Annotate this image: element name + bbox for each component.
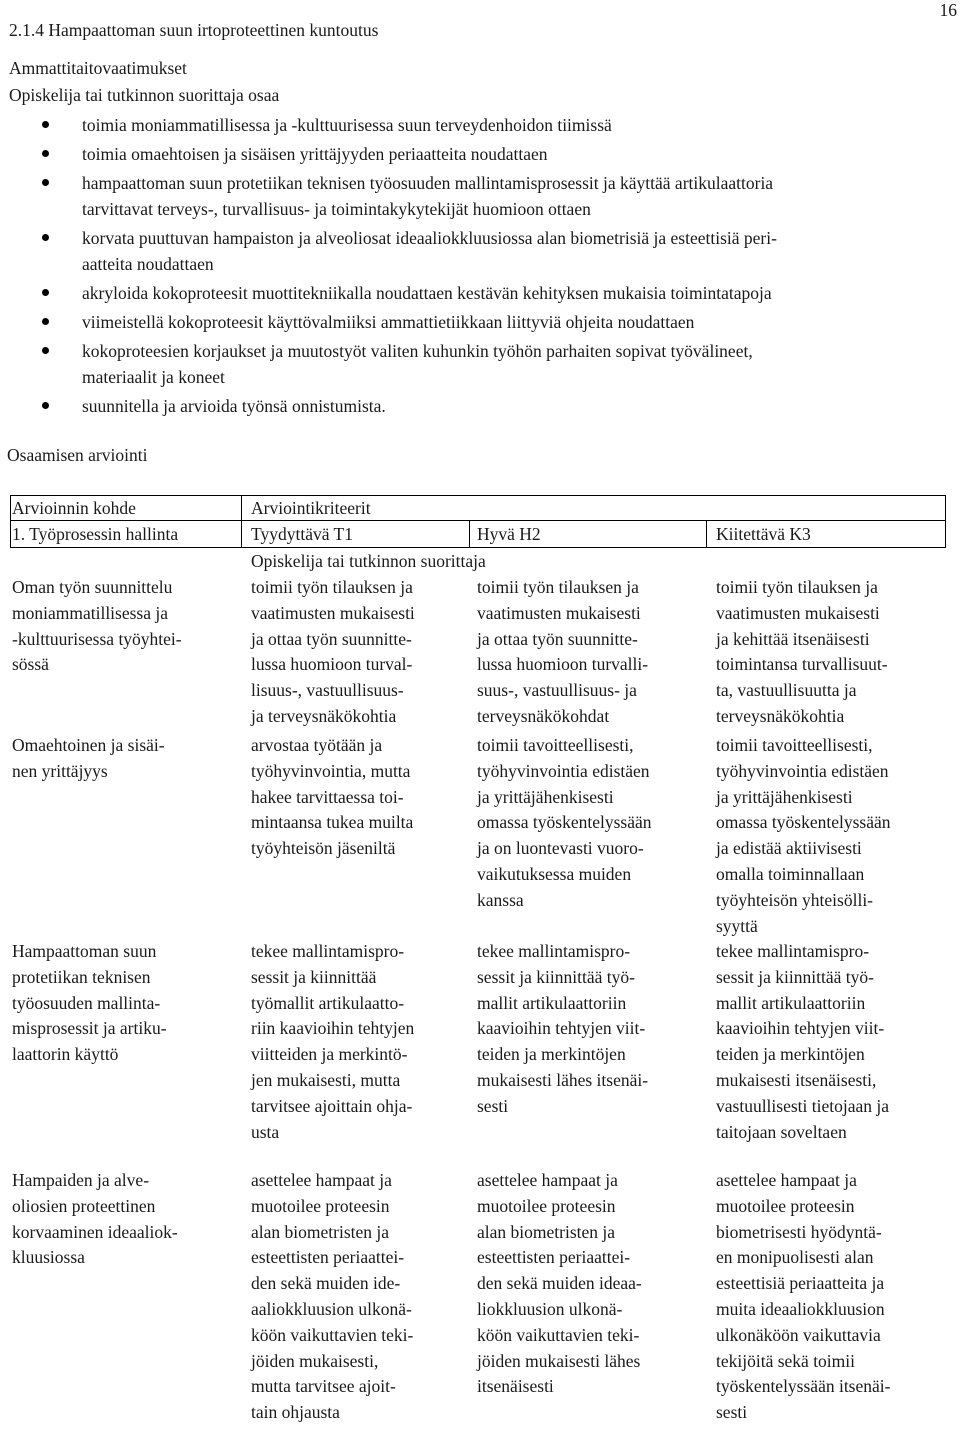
cell-line: työskentelyssään itsenäi- xyxy=(716,1376,891,1397)
cell-line: asettelee hampaat ja xyxy=(716,1170,857,1190)
cell-line: vaatimusten mukaisesti xyxy=(716,602,880,623)
cell-line: köön vaikuttavien teki- xyxy=(477,1324,640,1345)
cell-line: mukaisesti itsenäisesti, xyxy=(716,1069,877,1090)
bullet-icon xyxy=(42,289,49,296)
cell-line: työhyvinvointia edistäen xyxy=(477,760,650,781)
cell-line: ja edistää aktiivisesti xyxy=(716,838,862,859)
cell-line: mukaisesti lähes itsenäi- xyxy=(477,1069,649,1090)
table-rule xyxy=(10,520,946,521)
cell-line: mallit artikulaattoriin xyxy=(716,992,866,1013)
level-k3: Kiitettävä K3 xyxy=(716,524,811,544)
cell-line: syyttä xyxy=(716,915,758,936)
criteria-cell-k3 xyxy=(716,939,889,1145)
table-rule xyxy=(10,495,11,547)
cell-line: tekijöitä sekä toimii xyxy=(716,1350,856,1371)
level-h2: Hyvä H2 xyxy=(477,524,541,544)
cell-line: protetiikan teknisen xyxy=(12,966,151,987)
cell-line: ja yrittäjähenkisesti xyxy=(716,786,853,807)
cell-line: työhyvinvointia edistäen xyxy=(716,760,889,781)
competence-item-text: viimeistellä kokoproteesit käyttövalmiiksi ammattietiikkaan liittyviä ohjeita noudattaen xyxy=(82,312,695,332)
cell-line: työosuuden mallinta- xyxy=(12,992,161,1013)
cell-line: teiden ja merkintöjen xyxy=(716,1044,865,1065)
assessment-heading: Osaamisen arviointi xyxy=(7,445,148,465)
cell-line: misprosessit ja artiku- xyxy=(12,1018,167,1039)
cell-line: biometrisesti hyödyntä- xyxy=(716,1221,882,1242)
competence-item-text: toimia moniammatillisessa ja -kulttuurisessa suun terveydenhoidon tiimissä xyxy=(82,115,612,135)
assessment-target-cell xyxy=(12,733,165,785)
competence-item xyxy=(0,170,958,222)
cell-line: suus-, vastuullisuus- ja xyxy=(477,680,637,701)
cell-line: tekee mallintamispro- xyxy=(716,941,870,961)
cell-line: toimii työn tilauksen ja xyxy=(477,577,639,597)
cell-line: ja ottaa työn suunnitte- xyxy=(477,628,638,649)
cell-line: den sekä muiden ideaa- xyxy=(477,1273,642,1294)
assessment-target-cell xyxy=(12,575,182,678)
competence-item xyxy=(0,309,958,335)
bullet-icon xyxy=(42,402,49,409)
section-heading: 2.1.4 Hampaattoman suun irtoproteettinen kuntoutus xyxy=(9,20,379,40)
cell-line: nen yrittäjyys xyxy=(12,760,108,781)
cell-line: jen mukaisesti, mutta xyxy=(251,1069,401,1090)
level-t1: Tyydyttävä T1 xyxy=(251,524,353,544)
cell-line: kanssa xyxy=(477,889,524,910)
cell-line: oliosien proteettinen xyxy=(12,1195,156,1216)
table-rule xyxy=(10,495,946,496)
bullet-icon xyxy=(42,121,49,128)
cell-line: arvostaa työtään ja xyxy=(251,735,383,755)
cell-line: alan biometristen ja xyxy=(251,1221,390,1242)
table-header-criteria: Arviointikriteerit xyxy=(251,498,371,518)
cell-line: liokkluusion ulkonä- xyxy=(477,1298,623,1319)
competence-item xyxy=(0,225,958,277)
criteria-cell-t1 xyxy=(251,575,415,730)
criteria-cell-h2 xyxy=(477,1168,642,1400)
cell-line: hakee tarvittaessa toi- xyxy=(251,786,404,807)
cell-line: laattorin käyttö xyxy=(12,1044,119,1065)
cell-line: en monipuolisesti alan xyxy=(716,1247,874,1268)
cell-line: esteettisiä periaatteita ja xyxy=(716,1273,885,1294)
criteria-cell-h2 xyxy=(477,733,651,914)
cell-line: tekee mallintamispro- xyxy=(251,941,405,961)
competence-item xyxy=(0,112,958,138)
criteria-cell-k3 xyxy=(716,575,888,730)
cell-line: ta, vastuullisuutta ja xyxy=(716,680,857,701)
criteria-cell-k3 xyxy=(716,1168,890,1426)
cell-line: Omaehtoinen ja sisäi- xyxy=(12,735,165,755)
cell-line: omassa työskentelyssään xyxy=(716,812,891,833)
table-rule xyxy=(469,520,470,547)
competence-item-text: tarvittavat terveys-, turvallisuus- ja toimintakykytekijät huomioon ottaen xyxy=(82,199,591,219)
bullet-icon xyxy=(42,150,49,157)
table-rule xyxy=(945,495,946,547)
cell-line: kaavioihin tehtyjen viit- xyxy=(477,1018,646,1039)
assessment-target-cell xyxy=(12,939,167,1068)
competence-item-text: korvata puuttuvan hampaiston ja alveoliosat ideaaliokkluusiossa alan biometrisiä ja esteettisiä peri- xyxy=(82,228,777,248)
cell-line: ja kehittää itsenäisesti xyxy=(716,628,870,649)
competence-item-text: aatteita noudattaen xyxy=(82,254,214,274)
cell-line: muotoilee proteesin xyxy=(477,1195,616,1216)
cell-line: den sekä muiden ide- xyxy=(251,1273,401,1294)
competence-item-text: suunnitella ja arvioida työnsä onnistumista. xyxy=(82,396,386,416)
bullet-icon xyxy=(42,179,49,186)
cell-line: omassa työskentelyssään xyxy=(477,812,652,833)
assessment-target-cell xyxy=(12,1168,178,1271)
competence-heading: Ammattitaitovaatimukset xyxy=(9,58,187,78)
cell-line: Hampaattoman suun xyxy=(12,941,157,961)
cell-line: työmallit artikulaatto- xyxy=(251,992,405,1013)
cell-line: muita ideaaliokkluusion xyxy=(716,1298,885,1319)
cell-line: itsenäisesti xyxy=(477,1376,554,1397)
criteria-cell-h2 xyxy=(477,939,648,1120)
bullet-icon xyxy=(42,234,49,241)
cell-line: ja yrittäjähenkisesti xyxy=(477,786,614,807)
cell-line: mintaansa tukea muilta xyxy=(251,812,414,833)
cell-line: omalla toiminnallaan xyxy=(716,863,865,884)
criteria-cell-h2 xyxy=(477,575,648,730)
cell-line: terveysnäkökohtia xyxy=(716,705,845,726)
competence-intro: Opiskelija tai tutkinnon suorittaja osaa xyxy=(9,85,280,105)
cell-line: ja terveysnäkökohtia xyxy=(251,705,397,726)
competence-item xyxy=(0,338,958,390)
competence-item xyxy=(0,280,958,306)
competence-item-text: akryloida kokoproteesit muottitekniikalla noudattaen kestävän kehityksen mukaisia toimintatapoja xyxy=(82,283,772,303)
cell-line: taitojaan soveltaen xyxy=(716,1121,847,1142)
cell-line: Oman työn suunnittelu xyxy=(12,577,173,597)
cell-line: asettelee hampaat ja xyxy=(477,1170,618,1190)
cell-line: köön vaikuttavien teki- xyxy=(251,1324,414,1345)
criteria-cell-t1 xyxy=(251,939,414,1145)
cell-line: kluusiossa xyxy=(12,1247,85,1268)
cell-line: viitteiden ja merkintö- xyxy=(251,1044,408,1065)
criteria-cell-k3 xyxy=(716,733,890,939)
cell-line: sessit ja kiinnittää xyxy=(251,966,377,987)
cell-line: vaatimusten mukaisesti xyxy=(477,602,641,623)
cell-line: ulkonäköön vaikuttavia xyxy=(716,1324,881,1345)
cell-line: lussa huomioon turval- xyxy=(251,654,413,675)
performer-label: Opiskelija tai tutkinnon suorittaja xyxy=(251,551,486,571)
cell-line: aaliokkluusion ulkonä- xyxy=(251,1298,412,1319)
bullet-icon xyxy=(42,347,49,354)
cell-line: sössä xyxy=(12,654,49,675)
table-rule xyxy=(706,520,707,547)
cell-line: Hampaiden ja alve- xyxy=(12,1170,150,1190)
cell-line: työhyvinvointia, mutta xyxy=(251,760,411,781)
cell-line: tarvitsee ajoittain ohja- xyxy=(251,1095,413,1116)
cell-line: toimii työn tilauksen ja xyxy=(716,577,878,597)
cell-line: muotoilee proteesin xyxy=(716,1195,855,1216)
competence-item-text: toimia omaehtoisen ja sisäisen yrittäjyyden periaatteita noudattaen xyxy=(82,144,548,164)
cell-line: mutta tarvitsee ajoit- xyxy=(251,1376,396,1397)
cell-line: kaavioihin tehtyjen viit- xyxy=(716,1018,885,1039)
cell-line: moniammatillisessa ja xyxy=(12,602,169,623)
cell-line: korvaaminen ideaaliok- xyxy=(12,1221,178,1242)
cell-line: jöiden mukaisesti lähes xyxy=(477,1350,641,1371)
cell-line: mallit artikulaattoriin xyxy=(477,992,627,1013)
criteria-cell-t1 xyxy=(251,733,413,862)
table-header-target: Arvioinnin kohde xyxy=(12,498,136,518)
cell-line: asettelee hampaat ja xyxy=(251,1170,392,1190)
cell-line: tekee mallintamispro- xyxy=(477,941,631,961)
competence-item xyxy=(0,393,958,419)
cell-line: muotoilee proteesin xyxy=(251,1195,390,1216)
cell-line: vaatimusten mukaisesti xyxy=(251,602,415,623)
cell-line: vaikutuksessa muiden xyxy=(477,863,632,884)
cell-line: esteettisten periaattei- xyxy=(251,1247,405,1268)
competence-item-text: kokoproteesien korjaukset ja muutostyöt valiten kuhunkin työhön parhaiten sopivat työvälineet, xyxy=(82,341,753,361)
cell-line: esteettisten periaattei- xyxy=(477,1247,631,1268)
cell-line: sesti xyxy=(477,1095,509,1116)
cell-line: vastuullisesti tietojaan ja xyxy=(716,1095,890,1116)
table-rule xyxy=(241,495,242,547)
cell-line: sesti xyxy=(716,1402,748,1423)
cell-line: toimii tavoitteellisesti, xyxy=(477,735,634,755)
cell-line: tain ohjausta xyxy=(251,1402,340,1423)
cell-line: ja on luontevasti vuoro- xyxy=(477,838,644,859)
competence-item-text: materiaalit ja koneet xyxy=(82,367,225,387)
cell-line: terveysnäkökohdat xyxy=(477,705,610,726)
table-section-label: 1. Työprosessin hallinta xyxy=(12,524,179,544)
cell-line: alan biometristen ja xyxy=(477,1221,616,1242)
cell-line: teiden ja merkintöjen xyxy=(477,1044,626,1065)
cell-line: toimii työn tilauksen ja xyxy=(251,577,413,597)
cell-line: lussa huomioon turvalli- xyxy=(477,654,649,675)
page-number: 16 xyxy=(939,0,957,20)
competence-item-text: hampaattoman suun protetiikan teknisen työosuuden mallintamisprosessit ja käyttää artikulaattoria xyxy=(82,173,774,193)
bullet-icon xyxy=(42,318,49,325)
cell-line: työyhteisön jäseniltä xyxy=(251,838,396,859)
cell-line: toimintansa turvallisuut- xyxy=(716,654,888,675)
cell-line: jöiden mukaisesti, xyxy=(251,1350,379,1371)
criteria-cell-t1 xyxy=(251,1168,413,1426)
cell-line: -kulttuurisessa työyhtei- xyxy=(12,628,182,649)
cell-line: lisuus-, vastuullisuus- xyxy=(251,680,404,701)
cell-line: sessit ja kiinnittää työ- xyxy=(477,966,635,987)
cell-line: työyhteisön yhteisölli- xyxy=(716,889,874,910)
cell-line: toimii tavoitteellisesti, xyxy=(716,735,873,755)
competence-item xyxy=(0,141,958,167)
competence-list xyxy=(0,112,958,422)
cell-line: riin kaavioihin tehtyjen xyxy=(251,1018,415,1039)
cell-line: ja ottaa työn suunnitte- xyxy=(251,628,412,649)
cell-line: usta xyxy=(251,1121,280,1142)
cell-line: sessit ja kiinnittää työ- xyxy=(716,966,874,987)
